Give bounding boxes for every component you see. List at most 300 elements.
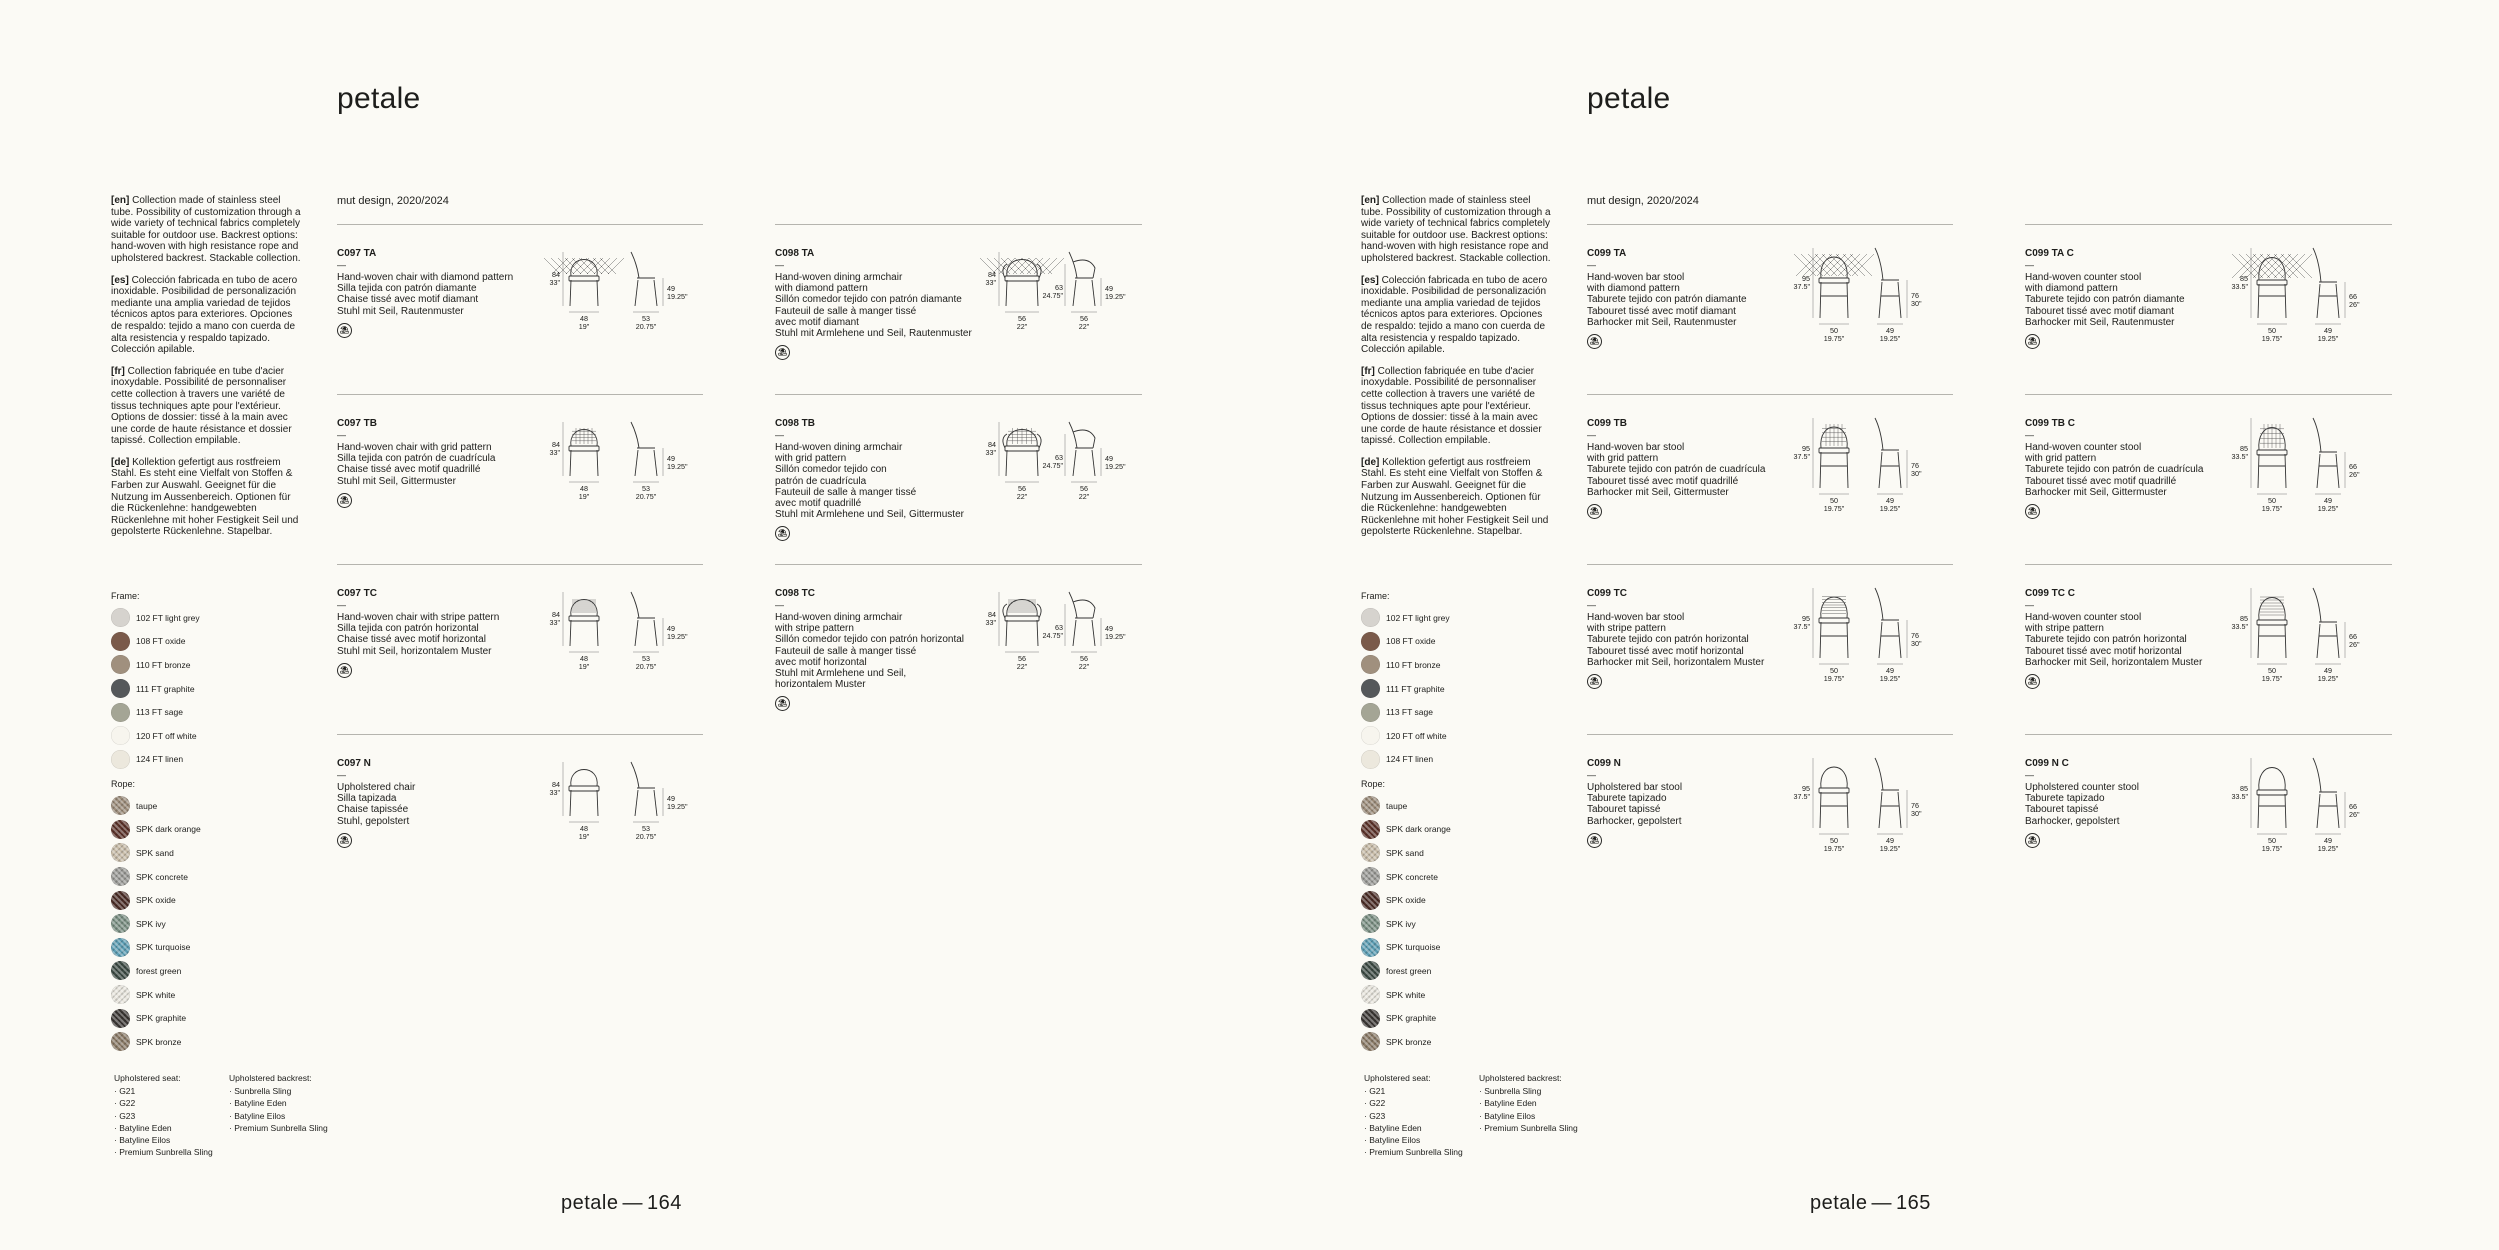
description-line: Hand-woven dining armchair — [775, 612, 903, 623]
swatch-name: SPK white — [136, 989, 176, 1000]
description-paragraph — [1361, 275, 1551, 356]
description-line: Chaise tapissée — [337, 804, 409, 816]
upholstered-backrest-label: Upholstered backrest: — [229, 1073, 312, 1083]
color-swatch-icon — [1361, 726, 1380, 745]
description-line: Taburete tejido con patrón de cuadrícula — [1587, 464, 1766, 476]
color-swatch-icon — [1361, 679, 1380, 698]
product-dimension-drawing — [1793, 734, 1987, 874]
side-view-drawing — [2313, 588, 2339, 658]
rope-swatch — [111, 1006, 311, 1030]
collection-description — [1361, 195, 1551, 548]
depth-inch-label: 22" — [1078, 492, 1090, 501]
language-tag: [es] — [111, 274, 129, 286]
height-inch-label: 33.5" — [2231, 282, 2248, 291]
upholstery-option: · G21 — [1364, 1086, 1386, 1097]
upholstery-option: · Batyline Eden — [1479, 1098, 1537, 1109]
height-inch-label: 37.5" — [1793, 792, 1810, 801]
product-code: C099 TA — [1587, 248, 1627, 259]
swatch-name: SPK turquoise — [136, 942, 191, 953]
product-entry — [1587, 224, 1987, 389]
rope-swatch — [1361, 959, 1561, 983]
product-code: C098 TB — [775, 418, 816, 429]
side-view-drawing — [1875, 418, 1901, 488]
rope-swatch-icon — [111, 867, 130, 886]
upholstery-option: · Sunbrella Sling — [229, 1086, 292, 1097]
dimension-annotations — [2231, 588, 2360, 683]
width-inch-label: 19.75" — [2261, 844, 2283, 853]
side-view-drawing — [1069, 252, 1095, 306]
height-inch-label: 33" — [549, 278, 560, 287]
description-line: Silla tejida con patrón de cuadrícula — [337, 453, 496, 465]
height-dimension-label: 84 — [552, 270, 560, 279]
code-dash: — — [2025, 600, 2034, 610]
dimension-annotations — [2231, 758, 2360, 853]
product-dimension-drawing — [985, 564, 1175, 704]
width-dimension-label: 56 — [1018, 484, 1026, 493]
description-line: Tabouret tissé avec motif horizontal — [2025, 645, 2182, 657]
frame-swatch — [111, 700, 311, 724]
seat-height-label: 76 — [1911, 461, 1919, 470]
description-line: Stuhl mit Armlehene und Seil, — [775, 668, 907, 680]
width-inch-label: 19.75" — [1823, 504, 1845, 513]
description-paragraph — [111, 195, 301, 265]
product-entry — [1587, 564, 1987, 729]
width-inch-label: 19" — [578, 832, 590, 841]
product-description — [2025, 272, 2240, 328]
frame-swatch — [111, 630, 311, 654]
upholstery-option: · G23 — [114, 1110, 136, 1121]
description-line: avec motif diamant — [775, 316, 859, 328]
rope-swatch-icon — [1361, 985, 1380, 1004]
code-dash: — — [2025, 260, 2034, 270]
depth-inch-label: 19.25" — [2317, 674, 2339, 683]
product-entry — [775, 394, 1175, 559]
description-line: Tabouret tapissé — [2025, 804, 2099, 816]
description-text: Collection made of stainless steel tube. Possibility of customization through a wide variety of technical fabrics completely suitable for outdoor use. Backrest options: hand-woven with high resistance rope and upholstered backrest. Stackable collection. — [1361, 195, 1551, 264]
height-dimension-label: 95 — [1802, 784, 1810, 793]
height-inch-label: 33" — [985, 448, 996, 457]
rope-swatch — [111, 841, 311, 865]
front-view-drawing — [2257, 424, 2287, 488]
description-line: patrón de cuadrícula — [775, 475, 867, 487]
upholstered-backrest-label: Upholstered backrest: — [1479, 1073, 1562, 1083]
product-description — [1587, 442, 1802, 498]
outdoor-use-icon: ⛱ — [337, 833, 352, 848]
product-entry — [775, 224, 1175, 389]
product-dimension-drawing — [549, 394, 737, 534]
description-line: Tabouret tissé avec motif quadrillé — [1587, 475, 1739, 487]
side-view-drawing — [1069, 422, 1095, 476]
depth-inch-label: 19.25" — [1879, 674, 1901, 683]
rope-swatch — [111, 865, 311, 889]
upholstery-option: · Premium Sunbrella Sling — [229, 1122, 328, 1133]
description-line: Upholstered counter stool — [2025, 782, 2139, 793]
rope-swatch-icon — [111, 796, 130, 815]
width-inch-label: 22" — [1016, 662, 1028, 671]
description-line: Tabouret tissé avec motif diamant — [1587, 305, 1736, 317]
description-line: Fauteuil de salle à manger tissé — [775, 305, 917, 317]
designer-credit: mut design, 2020/2024 — [1587, 195, 1699, 207]
frame-swatch — [1361, 724, 1561, 748]
product-dimension-drawing — [549, 734, 737, 874]
swatch-name: SPK dark orange — [1386, 824, 1451, 835]
description-line: Silla tejida con patrón diamante — [337, 283, 477, 295]
swatch-name: 120 FT off white — [1386, 730, 1447, 741]
height-dimension-label: 95 — [1802, 614, 1810, 623]
height-dimension-label: 84 — [552, 780, 560, 789]
description-line: Taburete tejido con patrón diamante — [1587, 294, 1747, 306]
side-view-drawing — [631, 422, 657, 476]
code-dash: — — [2025, 430, 2034, 440]
depth-dimension-label: 49 — [1886, 836, 1894, 845]
description-line: Hand-woven chair with stripe pattern — [337, 612, 500, 623]
product-code: C099 TC — [1587, 588, 1628, 599]
rope-swatch-icon — [111, 1009, 130, 1028]
catalog-page-right — [1250, 0, 2499, 1250]
upholstery-option: · Batyline Eilos — [229, 1110, 286, 1121]
rope-swatch-icon — [1361, 820, 1380, 839]
arm-height-label: 63 — [1055, 623, 1063, 632]
description-line: avec motif quadrillé — [775, 498, 862, 510]
description-line: Taburete tejido con patrón de cuadrícula — [2025, 464, 2204, 476]
description-line: Stuhl mit Seil, Gittermuster — [337, 475, 456, 487]
swatch-name: 124 FT linen — [136, 754, 184, 765]
color-swatch-icon — [1361, 750, 1380, 769]
outdoor-use-icon: ⛱ — [2025, 504, 2040, 519]
side-view-drawing — [1875, 758, 1901, 828]
side-view-drawing — [2313, 758, 2339, 828]
description-line: with grid pattern — [775, 453, 847, 465]
depth-inch-label: 20.75" — [635, 662, 657, 671]
product-entry — [775, 564, 1175, 729]
description-line: Hand-woven dining armchair — [775, 442, 903, 453]
rope-swatch — [111, 818, 311, 842]
height-dimension-label: 85 — [2240, 274, 2248, 283]
product-entry — [1587, 734, 1987, 899]
upholstery-option: · G22 — [114, 1098, 136, 1109]
dimension-annotations — [1793, 248, 1922, 343]
swatch-name: 110 FT bronze — [136, 659, 191, 670]
description-text: Kollektion gefertigt aus rostfreiem Stahl. Es steht eine Vielfalt von Stoffen & Farben zur Auswahl. Geeignet für die Nutzung im Aussenbereich. Optionen für die Rückenlehne: handgewebten Rückenlehne mit hoher Festigkeit Seil und gepolsterte Rückenlehne. Stapelbar. — [111, 456, 299, 538]
code-dash: — — [1587, 770, 1596, 780]
description-line: Stuhl, gepolstert — [337, 815, 410, 827]
code-dash: — — [337, 260, 346, 270]
swatch-name: 108 FT oxide — [136, 636, 186, 647]
product-entry — [337, 224, 737, 389]
language-tag: [fr] — [111, 365, 125, 377]
upholstered-seat-label: Upholstered seat: — [1364, 1073, 1431, 1083]
rope-swatch — [1361, 983, 1561, 1007]
depth-dimension-label: 53 — [642, 484, 650, 493]
outdoor-use-icon: ⛱ — [1587, 334, 1602, 349]
frame-label: Frame: — [1361, 591, 1390, 601]
code-dash: — — [337, 770, 346, 780]
color-swatch-icon — [1361, 703, 1380, 722]
swatch-name: 120 FT off white — [136, 730, 197, 741]
rope-swatch — [1361, 794, 1561, 818]
seat-height-inch-label: 26" — [2349, 300, 2360, 309]
seat-height-label: 66 — [2349, 802, 2357, 811]
width-inch-label: 22" — [1016, 492, 1028, 501]
product-description — [2025, 782, 2240, 827]
upholstered-seat-list — [114, 1072, 213, 1158]
frame-swatch — [1361, 677, 1561, 701]
swatch-name: SPK ivy — [136, 918, 166, 929]
rope-swatch — [1361, 865, 1561, 889]
rope-swatch — [1361, 888, 1561, 912]
product-code: C099 TA C — [2025, 248, 2074, 259]
outdoor-use-icon: ⛱ — [2025, 833, 2040, 848]
rope-swatch-icon — [111, 843, 130, 862]
page-footer — [1808, 1192, 1933, 1215]
height-dimension-label: 85 — [2240, 784, 2248, 793]
outdoor-use-icon: ⛱ — [337, 663, 352, 678]
seat-height-label: 49 — [667, 794, 675, 803]
seat-height-label: 66 — [2349, 292, 2357, 301]
depth-dimension-label: 53 — [642, 824, 650, 833]
description-line: Tabouret tissé avec motif diamant — [2025, 305, 2174, 317]
arm-height-label: 63 — [1055, 283, 1063, 292]
page-title: petale — [1587, 82, 1671, 115]
description-line: Stuhl mit Armlehene und Seil, Rautenmuster — [775, 328, 972, 340]
width-inch-label: 19.75" — [2261, 674, 2283, 683]
front-view-drawing — [1819, 424, 1849, 488]
dimension-annotations — [2231, 248, 2360, 343]
product-dimension-drawing — [2231, 224, 2425, 364]
product-description — [2025, 612, 2240, 668]
description-line: Stuhl mit Armlehene und Seil, Gittermuster — [775, 509, 964, 521]
product-entry — [337, 564, 737, 729]
rope-swatch — [111, 983, 311, 1007]
rope-swatch-icon — [111, 820, 130, 839]
rope-swatch — [111, 936, 311, 960]
description-line: Barhocker, gepolstert — [1587, 815, 1682, 827]
rope-swatch — [1361, 1006, 1561, 1030]
width-inch-label: 19.75" — [1823, 334, 1845, 343]
page-title: petale — [337, 82, 421, 115]
width-dimension-label: 50 — [1830, 326, 1838, 335]
color-swatch-icon — [111, 726, 130, 745]
outdoor-use-icon: ⛱ — [775, 526, 790, 541]
side-view-drawing — [2313, 248, 2339, 318]
width-dimension-label: 56 — [1018, 654, 1026, 663]
product-description — [775, 612, 990, 690]
height-dimension-label: 84 — [552, 610, 560, 619]
description-line: Tabouret tapissé — [1587, 804, 1661, 816]
description-paragraph — [111, 457, 301, 538]
width-dimension-label: 50 — [2268, 326, 2276, 335]
frame-swatch — [111, 748, 311, 772]
upholstery-option: · Batyline Eilos — [1364, 1135, 1421, 1146]
description-line: Hand-woven dining armchair — [775, 272, 903, 283]
side-view-drawing — [631, 252, 657, 306]
width-inch-label: 19.75" — [1823, 844, 1845, 853]
dimension-annotations — [1793, 758, 1922, 853]
upholstered-backrest-list — [229, 1072, 328, 1134]
code-dash: — — [337, 600, 346, 610]
depth-inch-label: 22" — [1078, 662, 1090, 671]
dimension-annotations — [1793, 418, 1922, 513]
outdoor-use-icon: ⛱ — [1587, 674, 1602, 689]
height-inch-label: 33" — [549, 788, 560, 797]
upholstery-option: · G21 — [114, 1086, 136, 1097]
product-dimension-drawing — [985, 224, 1175, 364]
side-view-drawing — [2313, 418, 2339, 488]
product-entry — [1587, 394, 1987, 559]
product-code: C097 TC — [337, 588, 378, 599]
depth-dimension-label: 49 — [1886, 496, 1894, 505]
seat-height-inch-label: 19.25" — [1105, 462, 1126, 471]
description-line: Hand-woven counter stool — [2025, 272, 2142, 283]
language-tag: [fr] — [1361, 365, 1375, 377]
depth-dimension-label: 49 — [2324, 666, 2332, 675]
side-view-drawing — [1875, 588, 1901, 658]
rope-swatch-icon — [1361, 843, 1380, 862]
rope-swatch-icon — [111, 891, 130, 910]
product-entry — [2025, 734, 2425, 899]
description-line: horizontalem Muster — [775, 679, 866, 691]
depth-dimension-label: 49 — [2324, 836, 2332, 845]
description-line: Chaise tissé avec motif horizontal — [337, 634, 486, 646]
side-view-drawing — [631, 762, 657, 816]
swatch-name: 113 FT sage — [136, 707, 183, 718]
product-description — [337, 782, 552, 827]
product-entry — [2025, 394, 2425, 559]
color-swatch-icon — [111, 679, 130, 698]
upholstered-seat-list — [1364, 1072, 1463, 1158]
upholstery-option: · G23 — [1364, 1110, 1386, 1121]
swatch-name: forest green — [136, 965, 182, 976]
arm-height-label: 63 — [1055, 453, 1063, 462]
height-dimension-label: 84 — [988, 440, 996, 449]
product-code: C098 TA — [775, 248, 815, 259]
width-dimension-label: 48 — [580, 824, 588, 833]
swatch-name: SPK oxide — [1386, 895, 1426, 906]
description-line: Barhocker mit Seil, Rautenmuster — [1587, 316, 1737, 328]
rope-swatch — [1361, 818, 1561, 842]
height-inch-label: 37.5" — [1793, 622, 1810, 631]
rope-swatch — [1361, 912, 1561, 936]
code-dash: — — [1587, 260, 1596, 270]
depth-inch-label: 20.75" — [635, 832, 657, 841]
description-line: with diamond pattern — [775, 283, 868, 295]
description-line: with stripe pattern — [775, 623, 854, 635]
description-text: Colección fabricada en tubo de acero inoxidable. Posibilidad de personalización mediante una amplia variedad de tejidos técnicos aptos para exteriores. Opciones de respaldo: tejido a mano con cuerda de alta resistencia y respaldo tapizado. Colección apilable. — [1361, 274, 1548, 356]
frame-swatch-list — [1361, 606, 1561, 771]
swatch-name: 102 FT light grey — [136, 612, 200, 623]
code-dash: — — [775, 430, 784, 440]
product-code: C099 TC C — [2025, 588, 2076, 599]
description-line: Stuhl mit Seil, Rautenmuster — [337, 305, 464, 317]
product-code: C099 TB — [1587, 418, 1628, 429]
front-view-drawing — [569, 770, 599, 817]
seat-height-inch-label: 19.25" — [667, 292, 688, 301]
description-line: Taburete tejido con patrón horizontal — [2025, 634, 2187, 646]
outdoor-use-icon: ⛱ — [775, 696, 790, 711]
upholstery-option: · Batyline Eden — [1364, 1122, 1422, 1133]
description-line: Sillón comedor tejido con patrón horizontal — [775, 634, 964, 646]
outdoor-use-icon: ⛱ — [1587, 833, 1602, 848]
height-dimension-label: 84 — [988, 270, 996, 279]
rope-swatch — [111, 959, 311, 983]
rope-swatch-icon — [111, 985, 130, 1004]
outdoor-use-icon: ⛱ — [337, 323, 352, 338]
swatch-name: 124 FT linen — [1386, 754, 1434, 765]
height-inch-label: 33" — [549, 618, 560, 627]
outdoor-use-icon: ⛱ — [2025, 674, 2040, 689]
width-inch-label: 19.75" — [2261, 334, 2283, 343]
description-line: Taburete tapizado — [1587, 793, 1667, 805]
front-view-drawing — [1819, 597, 1849, 658]
swatch-name: 113 FT sage — [1386, 707, 1433, 718]
product-description — [1587, 612, 1802, 668]
depth-inch-label: 19.25" — [2317, 334, 2339, 343]
seat-height-inch-label: 30" — [1911, 809, 1922, 818]
color-swatch-icon — [1361, 655, 1380, 674]
depth-dimension-label: 49 — [2324, 326, 2332, 335]
code-dash: — — [1587, 600, 1596, 610]
seat-height-inch-label: 26" — [2349, 810, 2360, 819]
frame-swatch-list — [111, 606, 311, 771]
height-dimension-label: 84 — [988, 610, 996, 619]
color-swatch-icon — [111, 632, 130, 651]
upholstered-seat-label: Upholstered seat: — [114, 1073, 181, 1083]
depth-inch-label: 19.25" — [1879, 504, 1901, 513]
swatch-name: SPK white — [1386, 989, 1426, 1000]
rope-swatch-list — [111, 794, 311, 1054]
depth-inch-label: 19.25" — [1879, 844, 1901, 853]
height-dimension-label: 85 — [2240, 444, 2248, 453]
rope-swatch — [1361, 841, 1561, 865]
dimension-annotations — [1793, 588, 1922, 683]
swatch-name: 111 FT graphite — [1386, 683, 1445, 694]
product-description — [337, 272, 552, 317]
swatch-name: SPK graphite — [1386, 1013, 1437, 1024]
depth-inch-label: 22" — [1078, 322, 1090, 331]
language-tag: [de] — [111, 456, 130, 468]
seat-height-inch-label: 30" — [1911, 299, 1922, 308]
seat-height-label: 49 — [667, 624, 675, 633]
description-line: Barhocker mit Seil, horizontalem Muster — [1587, 656, 1765, 668]
rope-swatch — [111, 1030, 311, 1054]
swatch-name: taupe — [1386, 800, 1408, 811]
code-dash: — — [1587, 430, 1596, 440]
description-line: Hand-woven chair with diamond pattern — [337, 272, 514, 283]
product-code: C097 N — [337, 758, 371, 769]
seat-height-inch-label: 26" — [2349, 640, 2360, 649]
description-line: with stripe pattern — [1587, 623, 1666, 635]
rope-swatch-icon — [1361, 938, 1380, 957]
product-description — [1587, 272, 1802, 328]
depth-dimension-label: 56 — [1080, 484, 1088, 493]
product-description — [775, 442, 990, 520]
height-inch-label: 33" — [549, 448, 560, 457]
product-dimension-drawing — [549, 564, 737, 704]
rope-swatch-icon — [111, 1032, 130, 1051]
description-line: with diamond pattern — [1587, 283, 1680, 295]
product-description — [1587, 782, 1802, 827]
arm-height-inch-label: 24.75" — [1042, 631, 1063, 640]
upholstery-option: · Batyline Eilos — [114, 1135, 171, 1146]
width-dimension-label: 48 — [580, 654, 588, 663]
description-line: Silla tejida con patrón horizontal — [337, 623, 479, 635]
description-line: Hand-woven bar stool — [1587, 272, 1685, 283]
frame-swatch — [111, 724, 311, 748]
depth-dimension-label: 53 — [642, 654, 650, 663]
frame-swatch — [111, 677, 311, 701]
description-text: Collection made of stainless steel tube. Possibility of customization through a wide variety of technical fabrics completely suitable for outdoor use. Backrest options: hand-woven with high resistance rope and upholstered backrest. Stackable collection. — [111, 195, 301, 264]
product-code: C098 TC — [775, 588, 816, 599]
